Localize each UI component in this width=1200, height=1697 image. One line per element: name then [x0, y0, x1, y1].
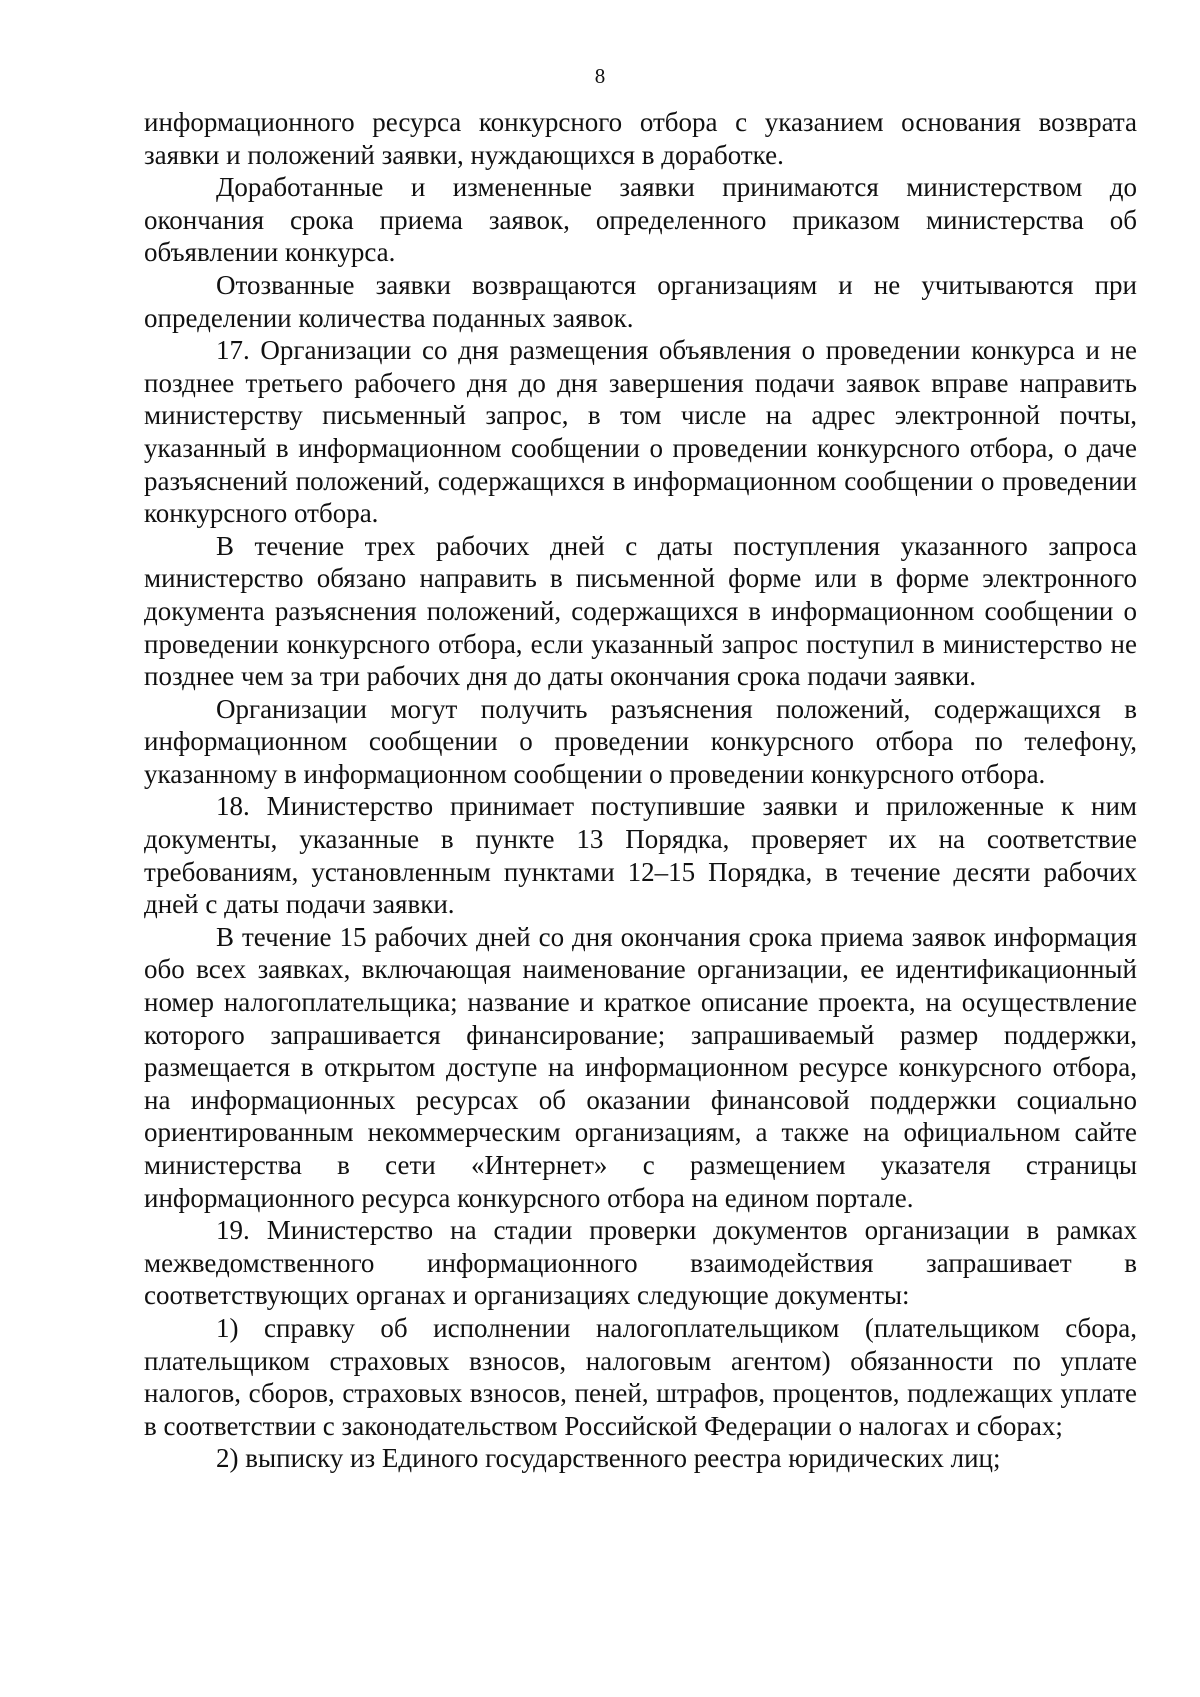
document-body [144, 106, 1137, 1475]
paragraph-phone-clarification: Организации могут получить разъяснения положений, содержащихся в информационном сообщении о проведении конкурсного отбора по телефону, указанному в информационном сообщении о проведении конкурсного отбора. [144, 693, 1137, 789]
paragraph-item-17: 17. Организации со дня размещения объявления о проведении конкурса и не позднее третьего рабочего дня до дня завершения подачи заявок вправе направить министерству письменный запрос, в том числе на адрес электронной почты, указанный в информационном сообщении о проведении конкурсного отбора, о даче разъяснений положений, содержащихся в информационном сообщении о проведении конкурсного отбора. [144, 335, 1137, 529]
paragraph-revised-applications: Доработанные и измененные заявки принимаются министерством до окончания срока приема заявок, определенного приказом министерства об объявлении конкурса. [144, 172, 1137, 268]
list-item-2: 2) выписку из Единого государственного реестра юридических лиц; [216, 1443, 1001, 1474]
list-item-1: 1) справку об исполнении налогоплательщиком (плательщиком сбора, плательщиком страховых взносов, налоговым агентом) обязанности по уплате налогов, сборов, страховых взносов, пеней, штрафов, процентов, подлежащих уплате в соответствии с законодательством Российской Федерации о налогах и сборах; [144, 1312, 1137, 1441]
paragraph-clarification-deadline: В течение трех рабочих дней с даты поступления указанного запроса министерство обязано направить в письменной форме или в форме электронного документа разъяснения положений, содержащихся в информационном сообщении о проведении конкурсного отбора, если указанный запрос поступил в министерство не позднее чем за три рабочих дня до даты окончания срока подачи заявки. [144, 530, 1137, 692]
paragraph-item-18: 18. Министерство принимает поступившие заявки и приложенные к ним документы, указанные в пункте 13 Порядка, проверяет их на соответствие требованиям, установленным пунктами 12–15 Порядка, в течение десяти рабочих дней с даты подачи заявки. [144, 791, 1137, 920]
paragraph-publication: В течение 15 рабочих дней со дня окончания срока приема заявок информация обо всех заявках, включающая наименование организации, ее идентификационный номер налогоплательщика; название и краткое описание проекта, на осуществление которого запрашивается финансирование; запрашиваемый размер поддержки, размещается в открытом доступе на информационном ресурсе конкурсного отбора, на информационных ресурсах об оказании финансовой поддержки социально ориентированным некоммерческим организациям, а также на официальном сайте министерства в сети «Интернет» с размещением указателя страницы информационного ресурса конкурсного отбора на едином портале. [144, 921, 1137, 1213]
paragraph-withdrawn-applications: Отозванные заявки возвращаются организациям и не учитываются при определении количества поданных заявок. [144, 269, 1137, 333]
paragraph-continuation: информационного ресурса конкурсного отбора с указанием основания возврата заявки и положений заявки, нуждающихся в доработке. [144, 107, 1137, 170]
paragraph-item-19: 19. Министерство на стадии проверки документов организации в рамках межведомственного информационного взаимодействия запрашивает в соответствующих органах и организациях следующие документы: [144, 1215, 1137, 1311]
page-number: 8 [594, 64, 606, 88]
